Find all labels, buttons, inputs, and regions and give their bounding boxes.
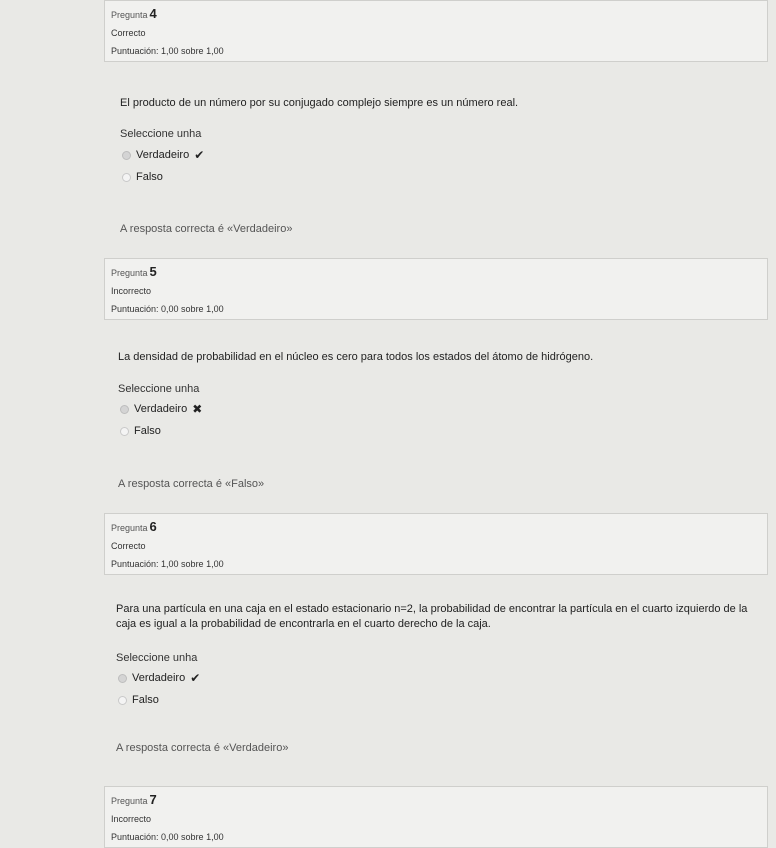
question-grade: Puntuación: 1,00 sobre 1,00 [111, 559, 224, 569]
option-label: Falso [136, 171, 163, 183]
question-info-5 [104, 258, 768, 320]
question-grade: Puntuación: 0,00 sobre 1,00 [111, 832, 224, 842]
question-state: Incorrecto [111, 286, 152, 296]
question-label: Pregunta [111, 523, 148, 533]
option-label: Verdadeiro [136, 149, 190, 161]
question-number: 7 [149, 792, 157, 807]
question-info-7 [104, 786, 768, 848]
option-false-4[interactable] [122, 171, 163, 183]
question-info-4 [104, 0, 768, 62]
question-number: 5 [149, 264, 157, 279]
answer-prompt-5: Seleccione unha [118, 383, 200, 395]
question-grade: Puntuación: 0,00 sobre 1,00 [111, 304, 224, 314]
radio-button[interactable] [122, 173, 131, 182]
option-false-6[interactable] [118, 694, 159, 706]
radio-button[interactable] [118, 696, 127, 705]
option-true-5[interactable] [120, 402, 202, 416]
correct-answer-feedback-5: A resposta correcta é «Falso» [118, 478, 265, 490]
radio-button[interactable] [122, 151, 131, 160]
correct-answer-feedback-6: A resposta correcta é «Verdadeiro» [116, 742, 289, 754]
question-state: Correcto [111, 28, 146, 38]
option-label: Verdadeiro [132, 672, 186, 684]
radio-button[interactable] [120, 405, 129, 414]
question-text-5: La densidad de probabilidad en el núcleo es cero para todos los estados del átomo de hidrógeno. [118, 351, 594, 363]
question-label: Pregunta [111, 796, 148, 806]
cross-icon: ✖ [192, 402, 203, 416]
option-true-6[interactable] [118, 671, 200, 685]
option-false-5[interactable] [120, 425, 161, 437]
check-icon: ✔ [194, 148, 205, 162]
answer-prompt-6: Seleccione unha [116, 652, 198, 664]
option-label: Falso [134, 425, 161, 437]
question-number: 4 [149, 6, 157, 21]
question-state: Correcto [111, 541, 146, 551]
question-number: 6 [149, 519, 157, 534]
radio-button[interactable] [118, 674, 127, 683]
option-true-4[interactable] [122, 148, 204, 162]
option-label: Falso [132, 694, 159, 706]
option-label: Verdadeiro [134, 403, 188, 415]
correct-answer-feedback-4: A resposta correcta é «Verdadeiro» [120, 223, 293, 235]
question-text-6: Para una partícula en una caja en el estado estacionario n=2, la probabilidad de encontrar la partícula en el cuarto izquierdo de la caja es igual a la probabilidad de encontrarla en el cuarto derecho de la caja. [116, 603, 748, 630]
question-text-4: El producto de un número por su conjugado complejo siempre es un número real. [120, 97, 519, 109]
question-grade: Puntuación: 1,00 sobre 1,00 [111, 46, 224, 56]
radio-button[interactable] [120, 427, 129, 436]
check-icon: ✔ [190, 671, 201, 685]
question-label: Pregunta [111, 268, 148, 278]
question-label: Pregunta [111, 10, 148, 20]
question-state: Incorrecto [111, 814, 152, 824]
answer-prompt-4: Seleccione unha [120, 128, 202, 140]
question-info-6 [104, 513, 768, 575]
